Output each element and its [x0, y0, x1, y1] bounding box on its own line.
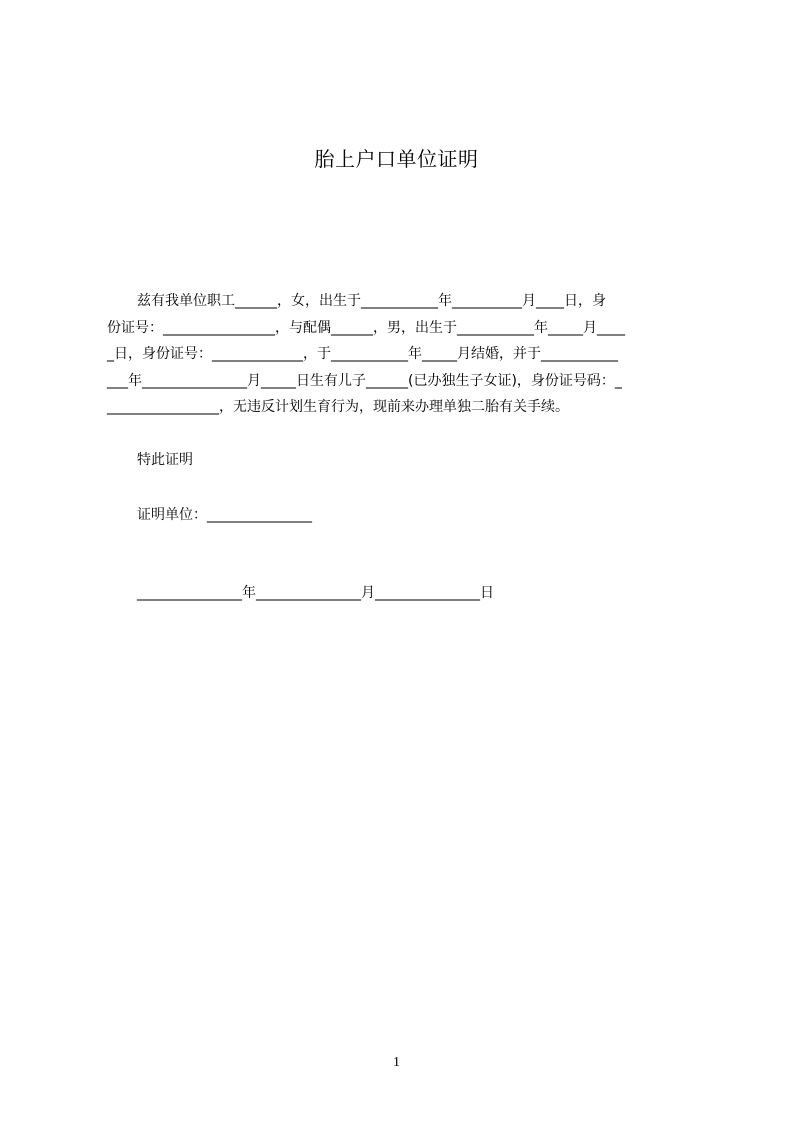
body-line-3: _日，身份证号：_____________，于___________年_____月结婚，并于___________ [107, 346, 618, 362]
document-title: 胎上户口单位证明 [314, 147, 479, 171]
body-line-1: 兹有我单位职工______，女，出生于___________年__________月____日，身 [137, 293, 606, 309]
closing-text: 特此证明 [137, 452, 193, 468]
body-line-2: 份证号：________________，与配偶______，男，出生于___________年_____月____ [107, 320, 625, 336]
date-line: _______________年_______________月_______________日 [137, 585, 494, 601]
body-line-5: ________________，无违反计划生育行为，现前来办理单独二胎有关手续。 [107, 399, 569, 415]
page-number: 1 [393, 1055, 400, 1070]
body-line-4: ___年_______________月_____日生有儿子______(已办独生子女证)，身份证号码：_ [107, 373, 622, 389]
issuer-line: 证明单位：_______________ [137, 507, 312, 523]
